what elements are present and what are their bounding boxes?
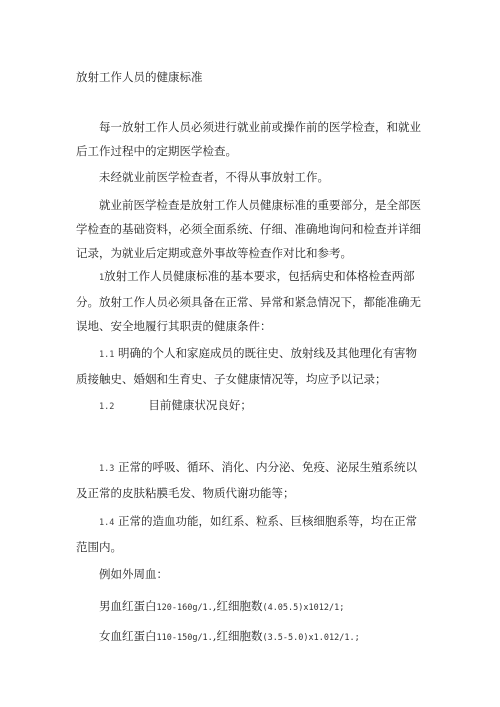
item-number: 1.1 — [99, 350, 115, 360]
item-1-4 — [76, 509, 426, 559]
female-rbc-label: ,红细胞数 — [212, 629, 263, 643]
item-text: 目前健康状况良好； — [148, 398, 252, 412]
item-text: 明确的个人和家庭成员的既往史、放射线及其他理化有害物质接触史、婚姻和生育史、子女健康情况等，均应予以记录； — [76, 346, 418, 386]
item-text: 正常的呼吸、循环、消化、内分泌、免疫、泌尿生殖系统以及正常的皮肤粘膜毛发、物质代谢功能等； — [76, 460, 418, 500]
paragraph-exam-requirement: 每一放射工作人员必须进行就业前或操作前的医学检查，和就业后工作过程中的定期医学检查。 — [76, 120, 421, 158]
paragraph-health-conditions: 放射工作人员必须具备在正常、异常和紧急情况下，都能准确无误地、安全地履行其职责的健康条件： — [76, 295, 421, 333]
section-text: 放射工作人员健康标准的基本要求，包括病史和体格检查两部分。 — [76, 269, 415, 309]
male-label: 男血红蛋白 — [99, 599, 157, 613]
item-1-3 — [76, 455, 426, 505]
female-rbc-range: (3.5-5.0)x1.012/1.; — [262, 633, 360, 643]
paragraph-no-exam-no-work: 未经就业前医学检查者，不得从事放射工作。 — [99, 170, 329, 184]
male-hemoglobin-range: 120-160g/1. — [156, 603, 213, 613]
item-text: 正常的造血功能，如红系、粒系、巨核细胞系等，均在正常范围内。 — [76, 514, 418, 554]
male-rbc-label: ,红细胞数 — [212, 599, 263, 613]
item-number: 1.2 — [99, 402, 115, 412]
section-number: 1 — [99, 273, 105, 283]
female-blood-values — [76, 624, 426, 650]
male-rbc-range: (4.05.5)x1012/1; — [262, 603, 345, 613]
female-label: 女血红蛋白 — [99, 629, 157, 643]
paragraph-example: 例如外周血： — [99, 567, 168, 581]
male-blood-values — [76, 594, 426, 620]
paragraph-pre-employment-exam: 就业前医学检查是放射工作人员健康标准的重要部分，是全部医学检查的基础资料，必须全面系统、仔细、准确地询问和检查并详细记录，为就业后定期或意外事故等检查作对比和参考。 — [76, 198, 421, 260]
female-hemoglobin-range: 110-150g/1. — [156, 633, 213, 643]
page-title: 放射工作人员的健康标准 — [76, 70, 203, 84]
item-1-1 — [76, 341, 426, 391]
item-number: 1.3 — [99, 464, 115, 474]
item-number: 1.4 — [99, 518, 115, 528]
item-1-2 — [76, 393, 426, 419]
